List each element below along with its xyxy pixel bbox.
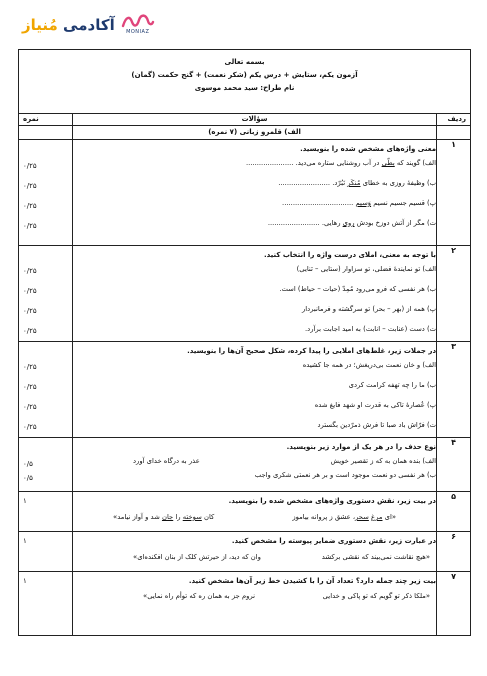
question-number: ۳ [437,342,471,438]
item-score: ۰/۲۵ [23,307,37,315]
verse-first-hemistich: «هیچ نقاشت نمی‌بیند که نقشی برکشد [321,553,431,561]
question-number: ۶ [437,532,471,572]
verse-first-hemistich: «ای مرغ سحر، عشق ز پروانه بیاموز [292,513,397,521]
question-row-6 [19,532,471,572]
question-row-5 [19,492,471,532]
wave-logo-icon [121,14,155,28]
item-score: ۰/۵ [23,460,33,468]
logo-subtext: MONIAZ [126,29,150,35]
question-body [73,246,437,342]
item-score: ۰/۲۵ [23,363,37,371]
logo-title-accent: مُنیاز [22,15,58,34]
question-row-4 [19,438,471,492]
header-bismillah: بسمه تعالی [224,58,265,66]
question-scores [19,342,73,438]
question-item: ب) ما را چه تهفه کرامت کردی [348,381,437,389]
question-body [73,572,437,636]
exam-header [19,50,471,114]
item-score: ۱ [23,497,27,505]
verse-second-hemistich: نروم جز به همان ره که توأم راه نمایی» [143,592,256,600]
question-scores [19,246,73,342]
question-title: در عبارت زیر، نقش دستوری ضمایر پیوسته را مشخص کنید. [231,537,437,545]
section-row [19,126,471,140]
item-score: ۰/۲۵ [23,327,37,335]
question-number: ۲ [437,246,471,342]
moniaz-logo-mark [121,14,155,35]
item-score: ۰/۵ [23,474,33,482]
verse-second-hemistich: کان سوخته را جان شد و آواز نیامد» [113,513,215,521]
col-score-header: نمره [19,114,73,126]
question-row-3 [19,342,471,438]
question-title: در بیت زیر، نقش دستوری واژه‌های مشخص شده را بنویسید. [228,497,437,505]
question-body [73,140,437,246]
question-body [73,532,437,572]
question-scores [19,438,73,492]
question-title: بیت زیر چند جمله دارد؟ تعداد آن را با کشیدن خط زیر آن‌ها مشخص کنید. [188,577,437,585]
item-score: ۰/۲۵ [23,403,37,411]
item-score: ۰/۲۵ [23,423,37,431]
verse-second-hemistich: وان که دید، از حیرتش کلک از بنان افکنده‌ای» [133,553,261,561]
question-item: ب) وظیفهٔ روزی به خطای مُنکَر نَبُرّد. ........................ [278,179,437,187]
column-header-row [19,114,471,126]
question-number: ۴ [437,438,471,492]
question-item: الف) گویند که بطّی در آب روشنایی ستاره می‌دید. ...................... [245,159,437,167]
header-row [19,50,471,114]
question-item: ت) مگر از آتش دوزخ بودش روی رهایی. ........................ [267,219,437,227]
question-item: ت) فرّاش باد صبا تا فرش ذمرّدین بگسترد [317,421,437,429]
question-number: ۱ [437,140,471,246]
item-score: ۱ [23,537,27,545]
header-designer: نام طراح: سید محمد موسوی [194,84,295,92]
question-title: در جملات زیر، غلط‌های املایی را پیدا کرده، شکل صحیح آن‌ها را بنویسید. [187,347,437,355]
question-row-2 [19,246,471,342]
item-score: ۰/۲۵ [23,162,37,170]
question-body [73,342,437,438]
question-score [19,572,73,636]
question-scores [19,140,73,246]
question-item: الف) و خان نعمت بی‌دریغش؛ در همه جا کشیده [302,361,437,369]
header-exam-title: آزمون یکم، ستایش + درس یکم (شکر نعمت) + گنج حکمت (گمان) [131,71,358,79]
question-item: پ) قسیم جسیم نسیم وَسیم ................................. [282,199,437,207]
question-verse [73,510,436,524]
question-item: پ) عُصارهٔ تاکی به قدرت او شهد فایغ شده [314,401,437,409]
question-body [73,438,437,492]
academy-logo [22,14,155,35]
question-title: با توجه به معنی، املای درست واژه را انتخاب کنید. [263,251,437,259]
question-item: الف) تو نمایندهٔ فضلی، تو سزاوار (ستایی – ثنایی) [296,265,437,273]
question-item: ب) هر نفسی دو نعمت موجود است و بر هر نعمتی شکری واجب [254,471,437,479]
question-item: ب) هر نفسی که فرو می‌رود مُمِدّ (حیات – حیاط) است. [279,285,437,293]
question-score [19,492,73,532]
question-verse [73,550,436,564]
item-score: ۰/۲۵ [23,287,37,295]
question-row-7 [19,572,471,636]
question-item: پ) همه از (بهر – بحر) تو سرگشته و فرمانبردار [301,305,437,313]
question-title: نوع حذف را در هر یک از موارد زیر بنویسید. [286,443,437,451]
logo-title-prefix: آکادمی [63,15,115,34]
item-score: ۱ [23,577,27,585]
item-score: ۰/۲۵ [23,182,37,190]
question-body [73,492,437,532]
exam-sheet [18,49,471,636]
logo-title [22,16,115,34]
question-item: ت) دست (عنابت – انابت) به امید اجابت برآرد. [305,325,437,333]
item-score: ۰/۲۵ [23,267,37,275]
question-verse [73,589,436,603]
question-number: ۵ [437,492,471,532]
item-score: ۰/۲۵ [23,222,37,230]
item-score: ۰/۲۵ [23,202,37,210]
col-row-header: ردیف [437,114,471,126]
section-title: الف) قلمرو زبانی (۷ نمره) [73,126,437,140]
question-number: ۷ [437,572,471,636]
item-score: ۰/۲۵ [23,383,37,391]
verse-first-hemistich: «ملکا ذکر تو گویم که تو پاکی و خدایی [322,592,431,600]
question-item: الف) بنده همان به که ز تقصیر خویش عذر به درگاه خدای آورد [133,457,437,465]
question-title: معنی واژه‌های مشخص شده را بنویسید. [300,145,437,153]
col-questions-header: سؤالات [73,114,437,126]
question-score [19,532,73,572]
question-row-1 [19,140,471,246]
